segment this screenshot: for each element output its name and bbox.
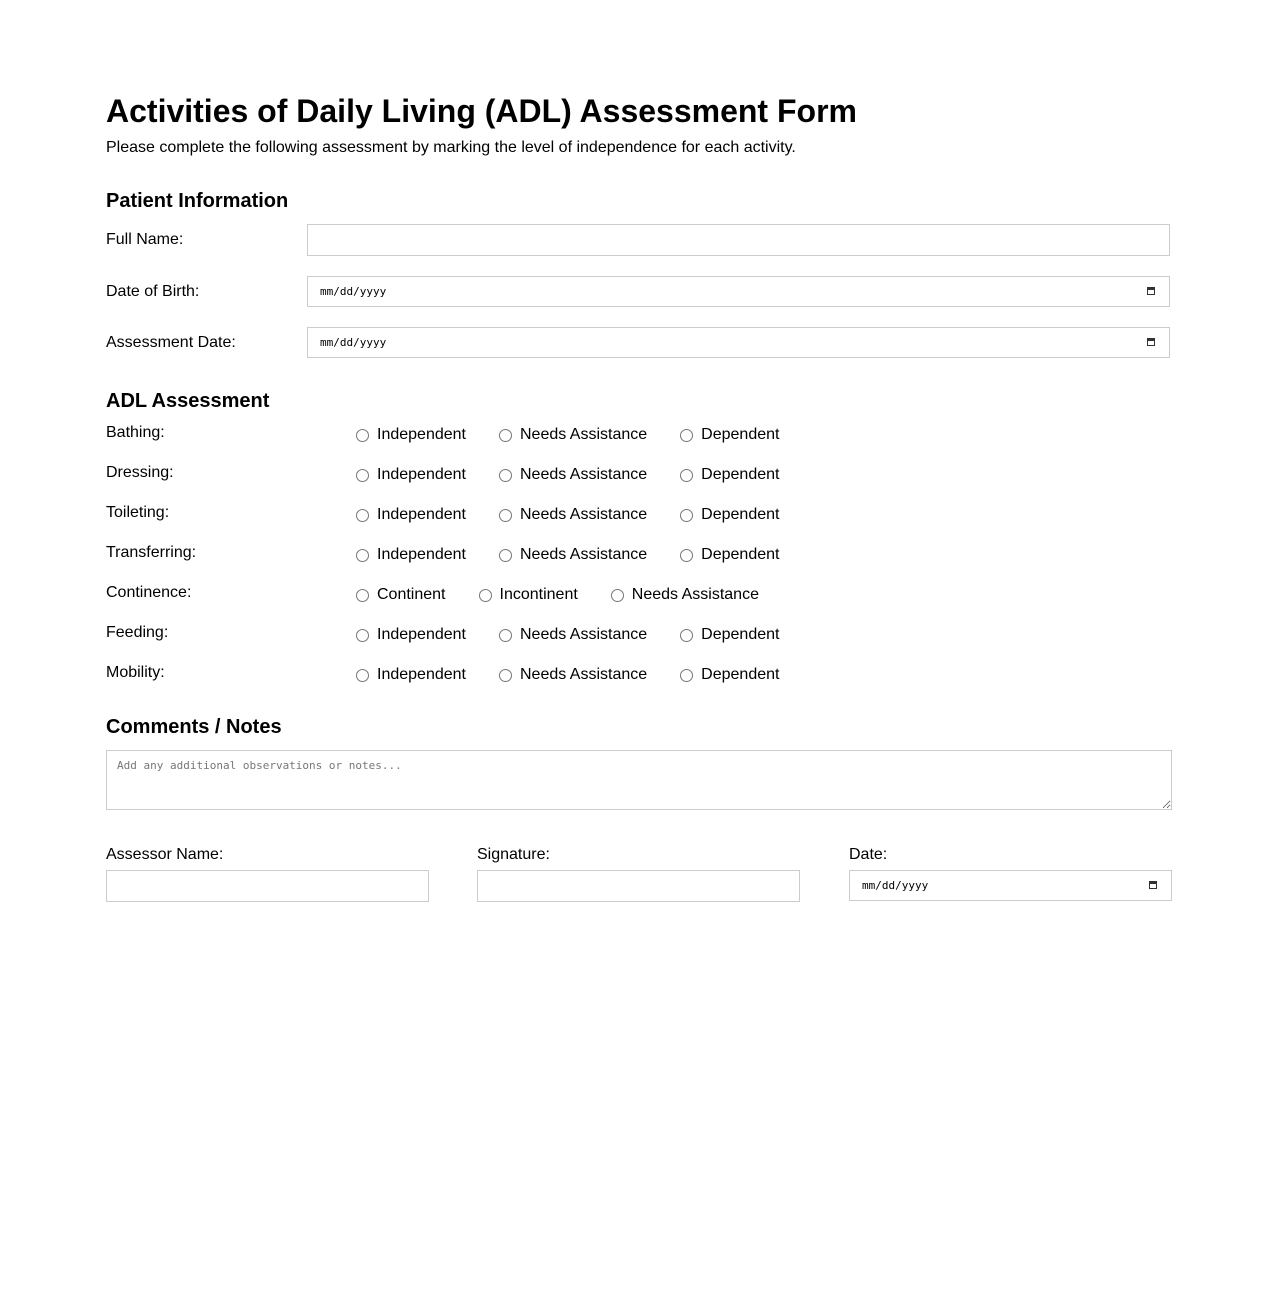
radio-button[interactable] xyxy=(356,469,369,482)
radio-option[interactable] xyxy=(679,626,779,644)
radio-button[interactable] xyxy=(680,549,693,562)
radio-option[interactable] xyxy=(355,466,466,484)
adl-row xyxy=(106,544,1172,568)
adl-row-label: Feeding: xyxy=(106,624,169,641)
radio-option[interactable] xyxy=(498,546,647,564)
radio-group xyxy=(355,626,811,644)
radio-button[interactable] xyxy=(499,509,512,522)
radio-option[interactable] xyxy=(355,586,446,604)
radio-option[interactable] xyxy=(679,666,779,684)
radio-label: Needs Assistance xyxy=(631,586,759,603)
adl-row-label: Transferring: xyxy=(106,544,197,561)
radio-button[interactable] xyxy=(680,429,693,442)
signature-input[interactable] xyxy=(477,870,800,902)
radio-button[interactable] xyxy=(611,589,624,602)
radio-button[interactable] xyxy=(356,549,369,562)
radio-label: Dependent xyxy=(701,666,780,683)
radio-button[interactable] xyxy=(356,669,369,682)
radio-option[interactable] xyxy=(610,586,759,604)
radio-label: Needs Assistance xyxy=(519,546,648,563)
radio-group xyxy=(355,426,811,444)
comments-heading: Comments / Notes xyxy=(106,716,282,738)
radio-label: Dependent xyxy=(701,466,780,483)
calendar-icon[interactable] xyxy=(1147,338,1155,346)
adl-row xyxy=(106,624,1172,648)
calendar-icon[interactable] xyxy=(1147,287,1155,295)
radio-button[interactable] xyxy=(680,629,693,642)
dob-label: Date of Birth: xyxy=(106,283,200,300)
radio-option[interactable] xyxy=(355,546,466,564)
radio-label: Independent xyxy=(377,506,466,523)
radio-option[interactable] xyxy=(355,426,466,444)
radio-option[interactable] xyxy=(355,666,466,684)
radio-option[interactable] xyxy=(679,426,779,444)
assessment-date-label: Assessment Date: xyxy=(106,334,236,351)
radio-button[interactable] xyxy=(680,469,693,482)
adl-row xyxy=(106,424,1172,448)
adl-row-label: Mobility: xyxy=(106,664,165,681)
dob-placeholder: mm/dd/yyyy xyxy=(320,285,387,298)
full-name-input[interactable] xyxy=(307,224,1170,256)
radio-group xyxy=(355,466,811,484)
patient-info-heading: Patient Information xyxy=(106,190,289,212)
date-input[interactable] xyxy=(849,870,1172,901)
radio-button[interactable] xyxy=(356,429,369,442)
adl-row xyxy=(106,664,1172,688)
radio-option[interactable] xyxy=(478,586,578,604)
radio-button[interactable] xyxy=(499,669,512,682)
date-placeholder: mm/dd/yyyy xyxy=(862,879,929,892)
radio-label: Independent xyxy=(377,626,466,643)
radio-group xyxy=(355,546,811,564)
radio-button[interactable] xyxy=(356,629,369,642)
adl-heading: ADL Assessment xyxy=(106,390,270,412)
radio-button[interactable] xyxy=(499,429,512,442)
radio-group xyxy=(355,586,791,604)
radio-label: Independent xyxy=(377,666,466,683)
radio-group xyxy=(355,506,811,524)
radio-button[interactable] xyxy=(499,629,512,642)
radio-label: Dependent xyxy=(701,506,780,523)
radio-option[interactable] xyxy=(679,506,779,524)
radio-label: Dependent xyxy=(701,626,780,643)
radio-option[interactable] xyxy=(498,626,647,644)
radio-label: Independent xyxy=(377,546,466,563)
calendar-icon[interactable] xyxy=(1149,881,1157,889)
radio-label: Dependent xyxy=(701,426,780,443)
adl-row xyxy=(106,584,1172,608)
radio-group xyxy=(355,666,811,684)
radio-option[interactable] xyxy=(355,626,466,644)
radio-label: Needs Assistance xyxy=(519,626,648,643)
radio-label: Dependent xyxy=(701,546,780,563)
full-name-label: Full Name: xyxy=(106,231,184,248)
adl-row xyxy=(106,504,1172,528)
radio-button[interactable] xyxy=(356,509,369,522)
radio-button[interactable] xyxy=(479,589,492,602)
adl-row xyxy=(106,464,1172,488)
assessment-date-input[interactable] xyxy=(307,327,1170,358)
radio-label: Needs Assistance xyxy=(519,506,648,523)
adl-row-label: Toileting: xyxy=(106,504,170,521)
signature-label: Signature: xyxy=(477,846,550,863)
radio-button[interactable] xyxy=(356,589,369,602)
radio-button[interactable] xyxy=(499,469,512,482)
assessor-name-label: Assessor Name: xyxy=(106,846,224,863)
comments-textarea[interactable] xyxy=(106,750,1172,810)
radio-option[interactable] xyxy=(498,426,647,444)
radio-option[interactable] xyxy=(498,666,647,684)
radio-label: Independent xyxy=(377,466,466,483)
radio-label: Needs Assistance xyxy=(519,666,648,683)
radio-label: Incontinent xyxy=(499,586,578,603)
adl-row-label: Bathing: xyxy=(106,424,165,441)
radio-button[interactable] xyxy=(680,509,693,522)
radio-label: Needs Assistance xyxy=(519,426,648,443)
radio-button[interactable] xyxy=(499,549,512,562)
assessor-name-input[interactable] xyxy=(106,870,429,902)
page-title: Activities of Daily Living (ADL) Assessment Form xyxy=(106,93,857,129)
adl-row-label: Dressing: xyxy=(106,464,174,481)
radio-label: Independent xyxy=(377,426,466,443)
radio-option[interactable] xyxy=(679,546,779,564)
assessment-date-placeholder: mm/dd/yyyy xyxy=(320,336,387,349)
adl-row-label: Continence: xyxy=(106,584,192,601)
radio-label: Needs Assistance xyxy=(519,466,648,483)
radio-button[interactable] xyxy=(680,669,693,682)
radio-label: Continent xyxy=(377,586,446,603)
radio-option[interactable] xyxy=(355,506,466,524)
radio-option[interactable] xyxy=(679,466,779,484)
date-label: Date: xyxy=(849,846,888,863)
radio-option[interactable] xyxy=(498,506,647,524)
dob-input[interactable] xyxy=(307,276,1170,307)
radio-option[interactable] xyxy=(498,466,647,484)
page-subtitle: Please complete the following assessment by marking the level of independence for each activity. xyxy=(106,139,796,156)
